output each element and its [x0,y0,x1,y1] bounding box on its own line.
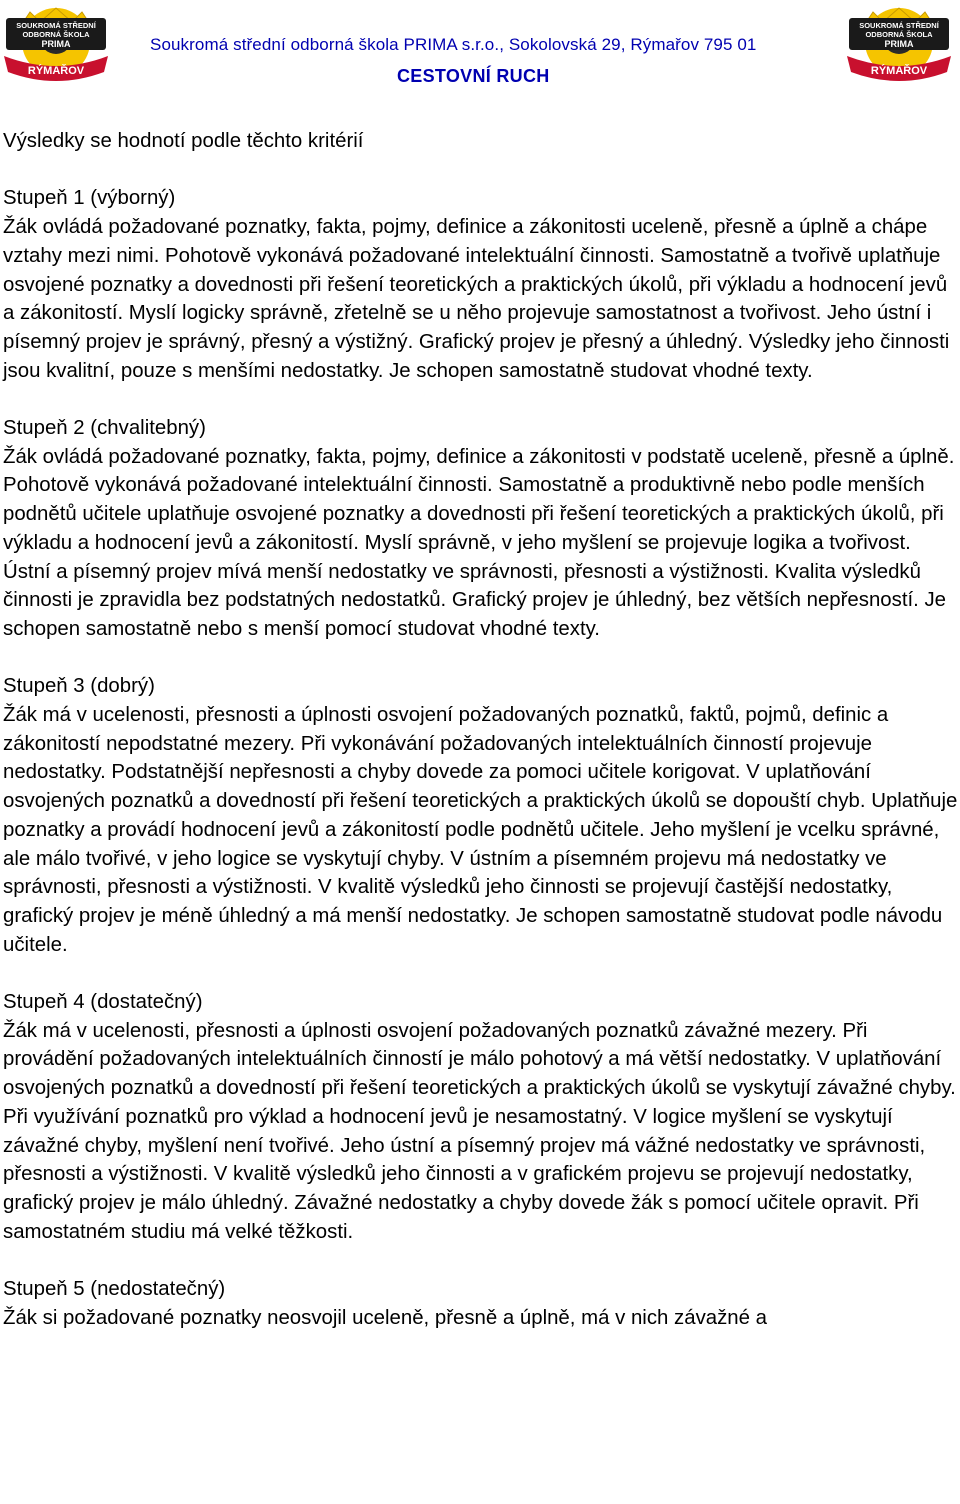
logo-text-city: RÝMAŘOV [27,65,85,77]
grade-description: Žák má v ucelenosti, přesnosti a úplnosti osvojení požadovaných poznatků, faktů, pojmů, definic a zákonitostí nepodstatné mezery. Při vykonávání požadovaných intelektuálních činností projevuje nedostatky. Podstatnější nepřesnosti a chyby dovede za pomoci učitele korigovat. V uplatňování osvojených poznatků a dovedností při řešení teoretických a praktických úkolů se dopouští chyb. Uplatňuje poznatky a provádí hodnocení jevů a zákonitostí podle podnětů učitele. Jeho myšlení je vcelku správné, ale málo tvořivé, v jeho logice se vyskytují chyby. V ústním a písemném projevu má nedostatky ve správnosti, přesnosti a výstižnosti. V kvalitě výsledků jeho činnosti se projevují častější nedostatky, grafický projev je méně úhledný a má menší nedostatky. Je schopen samostatně studovat podle návodu učitele. [3,704,958,956]
logo-text-top: SOUKROMÁ STŘEDNÍ [16,21,96,30]
grade-title: Stupeň 5 (nedostatečný) [3,1278,226,1301]
school-crest-logo-icon [843,4,955,88]
subject-title: CESTOVNÍ RUCH [397,66,550,86]
grade-description: Žák má v ucelenosti, přesnosti a úplnosti osvojení požadovaných poznatků závažné mezery. Při provádění požadovaných intelektuálních činností je málo pohotový a má větší nedostatky. V uplatňování osvojených poznatků a dovedností při řešení teoretických a praktických úkolů se vyskytují závažné chyby. Při využívání poznatků pro výklad a hodnocení jevů je nesamostatný. V logice myšlení se vyskytují závažné chyby, myšlení není tvořivé. Jeho ústní a písemný projev má vážné nedostatky ve správnosti, přesnosti a výstižnosti. V kvalitě výsledků jeho činnosti a v grafickém projevu se projevují nedostatky, grafický projev je málo úhledný. Závažné nedostatky a chyby dovede žák s pomocí učitele opravit. Při samostatném studiu má velké těžkosti. [3,1019,956,1243]
page-header [0,0,960,100]
grade-description: Žák si požadované poznatky neosvojil uceleně, přesně a úplně, má v nich závažné a [3,1306,767,1329]
logo-text-name: PRIMA [884,39,914,49]
grade-section-2 [3,414,958,644]
grade-title: Stupeň 3 (dobrý) [3,675,155,698]
grade-title: Stupeň 1 (výborný) [3,187,176,210]
grade-section-4 [3,988,958,1246]
logo-text-city: RÝMAŘOV [870,65,928,77]
school-crest-logo-icon [0,4,112,88]
school-address-line: Soukromá střední odborná škola PRIMA s.r.o., Sokolovská 29, Rýmařov 795 01 [150,35,757,54]
grade-title: Stupeň 4 (dostatečný) [3,991,203,1014]
logo-text-top: SOUKROMÁ STŘEDNÍ [859,21,939,30]
grade-section-1 [3,184,958,385]
grade-section-5 [3,1275,958,1332]
grade-section-3 [3,672,958,959]
intro-heading: Výsledky se hodnotí podle těchto kritérií [3,130,364,152]
grade-title: Stupeň 2 (chvalitebný) [3,417,206,439]
school-logo-left [0,4,112,88]
document-body [3,127,958,1361]
logo-text-mid: ODBORNÁ ŠKOLA [865,30,933,39]
grade-description: Žák ovládá požadované poznatky, fakta, pojmy, definice a zákonitosti uceleně, přesně a úplně a chápe vztahy mezi nimi. Pohotově vykonává požadované intelektuální činnosti. Samostatně a tvořivě uplatňuje osvojené poznatky a dovednosti při řešení teoretických a praktických úkolů, při výkladu a hodnocení jevů a zákonitostí. Myslí logicky správně, zřetelně se u něho projevuje samostatnost a tvořivost. Jeho ústní i písemný projev je správný, přesný a výstižný. Grafický projev je přesný a úhledný. Výsledky jeho činnosti jsou kvalitní, pouze s menšími nedostatky. Je schopen samostatně studovat vhodné texty. [3,216,950,382]
school-logo-right [843,4,955,88]
logo-text-mid: ODBORNÁ ŠKOLA [22,30,90,39]
logo-text-name: PRIMA [41,39,71,49]
grade-description: Žák ovládá požadované poznatky, fakta, pojmy, definice a zákonitosti v podstatě uceleně, přesně a úplně. Pohotově vykonává požadované intelektuální činnosti. Samostatně a produktivně nebo podle menších podnětů učitele uplatňuje osvojené poznatky a dovednosti při řešení teoretických a praktických úkolů, při výkladu a hodnocení jevů a zákonitostí. Myslí správně, v jeho myšlení se projevuje logika a tvořivost. Ústní a písemný projev mívá menší nedostatky ve správnosti, přesnosti a výstižnosti. Kvalita výsledků činnosti je zpravidla bez podstatných nedostatků. Grafický projev je úhledný, bez větších nepřesností. Je schopen samostatně nebo s menší pomocí studovat vhodné texty. [3,445,955,640]
